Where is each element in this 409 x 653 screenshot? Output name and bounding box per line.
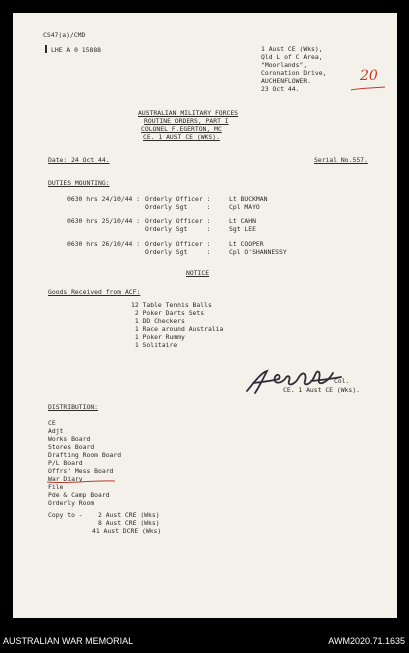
goods-item: 1 Race around Australia <box>131 325 224 333</box>
order-date: Date: 24 Oct 44. <box>48 156 110 164</box>
address-line: Qld L of C Area, <box>261 53 323 61</box>
duty-time: 0630 hrs 24/10/44 : <box>67 195 141 203</box>
copy-to-line: 8 Aust CRE (Wks) <box>98 519 160 527</box>
duties-heading: DUTIES MOUNTING: <box>48 179 110 187</box>
file-reference-2: LHE A 0 15888 <box>51 46 102 54</box>
duty-officer-name: Lt COOPER <box>229 240 264 248</box>
duty-officer-label: Orderly Officer : <box>145 195 211 203</box>
distribution-item: War Diary <box>48 475 83 483</box>
order-title: AUSTRALIAN MILITARY FORCES <box>138 109 239 117</box>
duty-time: 0630 hrs 25/10/44 : <box>67 217 141 225</box>
document-page <box>13 13 397 618</box>
distribution-item: Offrs' Mess Board <box>48 467 114 475</box>
folio-underline <box>350 86 386 92</box>
folio-number: 20 <box>360 68 378 84</box>
duty-sgt-label: Orderly Sgt : <box>145 248 211 256</box>
duty-sgt-name: Sgt LEE <box>229 225 256 233</box>
distribution-item: Drafting Room Board <box>48 451 122 459</box>
duty-sgt-label: Orderly Sgt : <box>145 225 211 233</box>
distribution-item: Orderly Room <box>48 499 95 507</box>
distribution-item: P/L Board <box>48 459 83 467</box>
duty-officer-label: Orderly Officer : <box>145 217 211 225</box>
address-date: 23 Oct 44. <box>261 85 300 93</box>
notice-heading: NOTICE <box>186 269 210 277</box>
signature-rank: Col. <box>334 377 350 385</box>
distribution-item: CE <box>48 419 56 427</box>
duty-officer-name: Lt BUCKMAN <box>229 195 268 203</box>
duty-sgt-name: Cpl MAYO <box>229 203 260 211</box>
copy-to-line: 41 Aust DCRE (Wks) <box>92 527 162 535</box>
goods-item: 1 DD Checkers <box>131 317 185 325</box>
duty-sgt-label: Orderly Sgt : <box>145 203 211 211</box>
order-title: COLONEL F.EGERTON, MC <box>141 125 222 133</box>
address-line: 1 Aust CE (Wks), <box>261 45 323 53</box>
order-title: ROUTINE ORDERS, PART I <box>144 117 229 125</box>
distribution-item: Adjt <box>48 427 64 435</box>
goods-item: 12 Table Tennis Balls <box>131 301 212 309</box>
goods-heading: Goods Received from ACF: <box>48 288 141 296</box>
address-line: "Moorlands", <box>261 61 308 69</box>
goods-item: 1 Poker Rummy <box>131 333 185 341</box>
archive-caption-bar <box>0 630 409 653</box>
address-line: AUCHENFLOWER. <box>261 77 312 85</box>
duty-time: 0630 hrs 26/10/44 : <box>67 240 141 248</box>
distribution-item: Stores Board <box>48 443 95 451</box>
distribution-item: File <box>48 483 64 491</box>
duty-officer-name: Lt CAHN <box>229 217 256 225</box>
distribution-heading: DISTRIBUTION: <box>48 403 99 411</box>
distribution-item: Pde & Camp Board <box>48 491 110 499</box>
duty-sgt-name: Cpl O'SHANNESSY <box>229 248 287 256</box>
goods-item: 2 Poker Darts Sets <box>131 309 205 317</box>
archive-name: AUSTRALIAN WAR MEMORIAL <box>3 636 134 646</box>
order-title: CE. 1 AUST CE (WKS). <box>143 133 220 141</box>
archive-reference: AWM2020.71.1635 <box>328 636 405 646</box>
distribution-item: Works Board <box>48 435 91 443</box>
handwritten-mark <box>45 45 47 53</box>
copy-to-label: Copy to - <box>48 511 83 519</box>
duty-officer-label: Orderly Officer : <box>145 240 211 248</box>
file-reference: CS47(a)/CMD <box>43 31 86 39</box>
goods-item: 1 Solitaire <box>131 341 178 349</box>
address-line: Coronation Drive, <box>261 69 327 77</box>
signature-appointment: CE. 1 Aust CE (Wks). <box>283 386 360 394</box>
copy-to-line: 2 Aust CRE (Wks) <box>98 511 160 519</box>
serial-number: Serial No.557. <box>314 156 368 164</box>
